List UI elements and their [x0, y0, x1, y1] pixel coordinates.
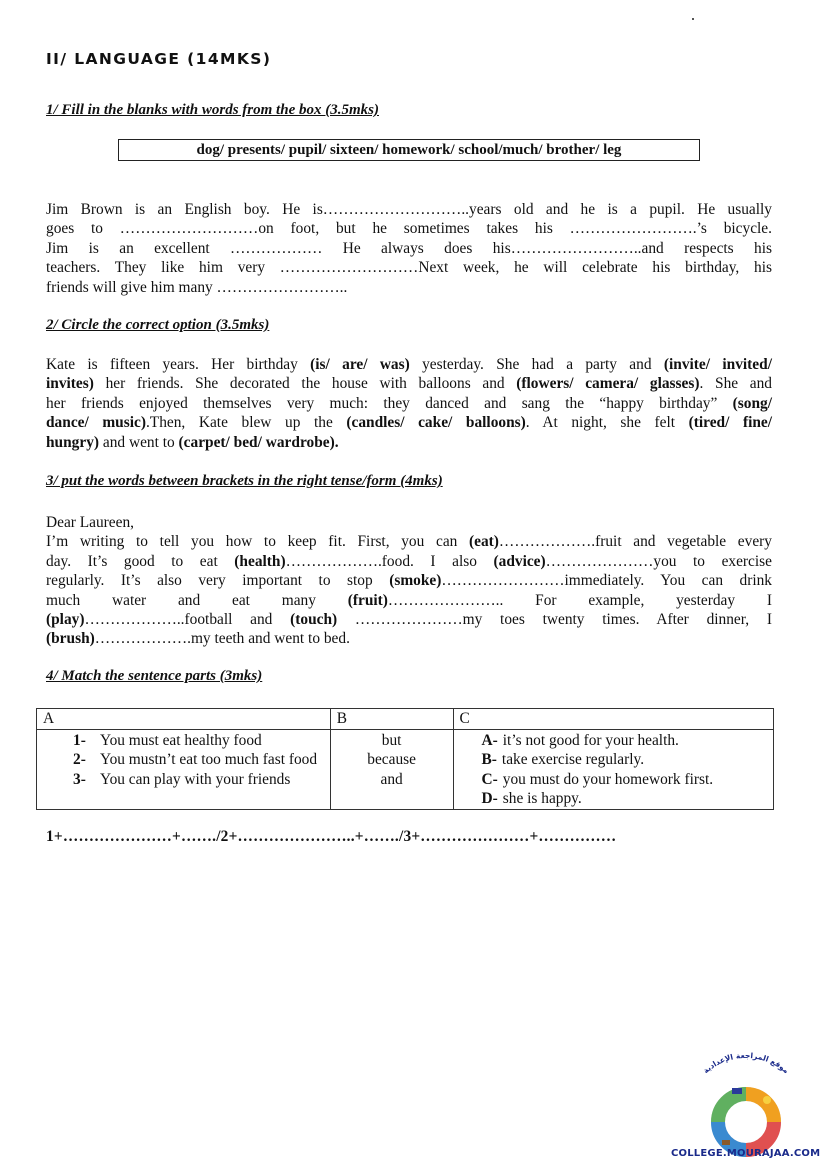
s2-line: dance/ music).Then, Kate blew up the (candles/ cake/ balloons). At night, she felt (tired/ fine/: [46, 414, 773, 432]
section-1-paragraph: [46, 200, 772, 297]
connector-word: because: [367, 751, 416, 769]
section-1-heading: 1/ Fill in the blanks with words from the box (3.5mks): [46, 102, 379, 118]
s1-line: Jim is an excellent ……………… He always does his……………………..and respects his: [46, 239, 772, 257]
list-item: A- it’s not good for your health.: [481, 732, 679, 749]
s2-line: invites) her friends. She decorated the house with balloons and (flowers/ camera/ glasses). She and: [46, 375, 773, 393]
column-c-cell: [453, 730, 773, 810]
s2-line: hungry) and went to (carpet/ bed/ wardrobe).: [46, 433, 339, 451]
s2-line: Kate is fifteen years. Her birthday (is/ are/ was) yesterday. She had a party and (invite/ invited/: [46, 356, 772, 373]
column-b-cell: [330, 730, 453, 810]
s1-line: friends will give him many ……………………..: [46, 278, 348, 296]
word-box: dog/ presents/ pupil/ sixteen/ homework/ school/much/ brother/ leg: [118, 139, 700, 161]
s3-line: much water and eat many (fruit)………………….. For example, yesterday I: [46, 591, 772, 609]
s1-line: goes to ………………………on foot, but he sometimes takes his …………………….’s bicycle.: [46, 220, 772, 238]
matching-table: [36, 708, 774, 810]
scan-speck: [692, 18, 694, 20]
s1-line: teachers. They like him very ………………………Next week, he will celebrate his birthday, his: [46, 259, 772, 277]
s3-line: (brush)……………….my teeth and went to bed.: [46, 630, 350, 648]
list-item: 2- You mustn’t eat too much fast food: [73, 751, 318, 769]
answer-line: 1+…………………+……./2+…………………..+……./3+…………………+……………: [46, 828, 617, 845]
list-item: 1- You must eat healthy food: [73, 732, 262, 749]
section-4-heading: 4/ Match the sentence parts (3mks): [46, 668, 263, 684]
column-a-cell: [37, 730, 331, 810]
section-3-heading: 3/ put the words between brackets in the right tense/form (4mks): [46, 473, 443, 489]
column-b-header: B: [330, 709, 453, 730]
connector-word: and: [380, 770, 403, 788]
s3-line: I’m writing to tell you how to keep fit. First, you can (eat)……………….fruit and vegetable every: [46, 533, 772, 551]
svg-text:موقع المراجعة الإعدادية: [701, 1051, 791, 1076]
list-item: B- take exercise regularly.: [481, 751, 645, 769]
column-c-header: C: [453, 709, 773, 730]
section-2-heading: 2/ Circle the correct option (3.5mks): [46, 317, 270, 333]
s3-line: (play)………………..football and (touch) …………………my toes twenty times. After dinner, I: [46, 611, 772, 629]
s3-line: day. It’s good to eat (health)……………….food. I also (advice)…………………you to exercise: [46, 552, 772, 570]
section-3-paragraph: [46, 513, 772, 649]
s3-line: regularly. It’s also very important to stop (smoke)……………………immediately. You can drink: [46, 572, 773, 590]
column-a-header: A: [37, 709, 331, 730]
page-title: II/ LANGUAGE (14MKS): [46, 50, 272, 68]
connector-word: but: [381, 732, 402, 749]
section-2-paragraph: [46, 355, 772, 452]
list-item: 3- You can play with your friends: [73, 770, 291, 788]
s1-line: Jim Brown is an English boy. He is………………………..years old and he is a pupil. He usually: [46, 201, 772, 218]
table-header-row: [37, 709, 774, 730]
s2-line: her friends enjoyed themselves very much: they danced and sang the “happy birthday” (song/: [46, 394, 772, 412]
logo-arc-text: موقع المراجعة الإعدادية: [701, 1050, 791, 1076]
list-item: D- she is happy.: [481, 790, 582, 808]
table-row: [37, 730, 774, 810]
logo-text: COLLEGE.MOURAJAA.COM: [671, 1148, 821, 1159]
s3-greeting: Dear Laureen,: [46, 514, 135, 531]
list-item: C- you must do your homework first.: [481, 770, 714, 788]
